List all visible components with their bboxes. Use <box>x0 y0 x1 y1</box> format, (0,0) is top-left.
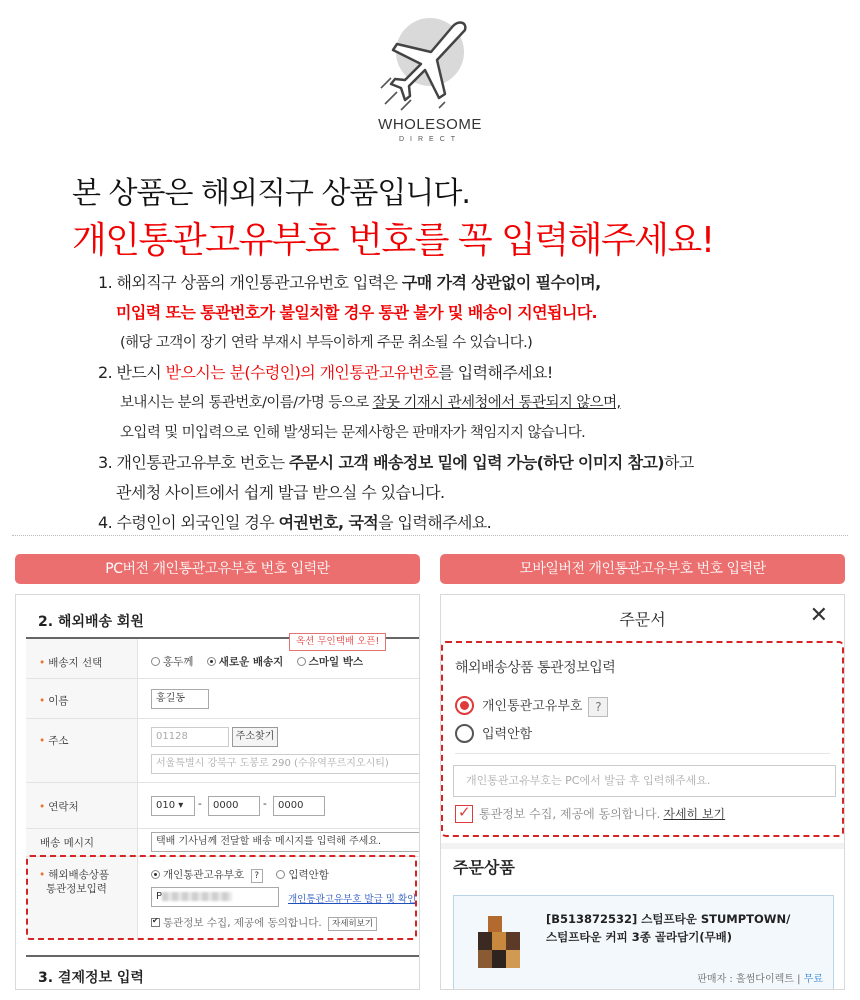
notice-emphasis: 구매 가격 상관없이 필수이며, <box>401 273 601 292</box>
dest-option-3[interactable]: 스마일 박스 <box>297 656 363 668</box>
customs-option-code[interactable]: 개인통관고유부호 <box>151 869 244 881</box>
mobile-order-form <box>440 594 845 990</box>
row-message <box>26 829 419 857</box>
notice-text: 1. 해외직구 상품의 개인통관고유번호 입력은 <box>98 273 402 292</box>
dest-option-1[interactable]: 홍두께 <box>151 656 193 668</box>
promo-tag: 옥션 무인택배 오픈! <box>289 633 386 651</box>
product-card[interactable] <box>453 895 834 990</box>
label-phone: • 연락처 <box>39 801 79 813</box>
radio-icon <box>297 657 306 666</box>
row-phone <box>26 783 419 829</box>
chevron-down-icon: ▾ <box>178 800 184 811</box>
section-separator <box>441 843 844 849</box>
checkbox-icon <box>455 805 473 823</box>
phone-dash: - <box>198 798 202 810</box>
brand-name: WHOLESOME <box>378 116 482 133</box>
customs-highlight-box <box>441 641 844 837</box>
headline-notice: 본 상품은 해외직구 상품입니다. <box>72 176 470 211</box>
notice-item-1 <box>98 268 798 298</box>
order-sheet-title: 주문서 <box>619 610 666 629</box>
order-items-title: 주문상품 <box>453 858 515 877</box>
section-title-payment: 3. 결제정보 입력 <box>38 970 144 986</box>
help-icon[interactable]: ? <box>251 869 264 883</box>
row-next-section <box>26 955 419 990</box>
notice-item-3 <box>98 448 798 478</box>
label-message: 배송 메시지 <box>40 837 95 849</box>
divider <box>455 753 830 754</box>
notice-item-1-note: (해당 고객이 장기 연락 부재시 부득이하게 주문 취소될 수 있습니다.) <box>120 335 533 351</box>
notice-emphasis: 여권번호, 국적 <box>278 513 379 532</box>
dest-option-2[interactable]: 새로운 배송지 <box>207 656 284 668</box>
notice-text: 를 입력해주세요! <box>438 363 553 382</box>
product-image <box>474 914 522 970</box>
radio-icon <box>455 696 474 715</box>
destination-options <box>151 654 363 669</box>
phone-last-input[interactable]: 0000 <box>273 796 325 816</box>
section-title-overseas-member: 2. 해외배송 회원 <box>38 614 144 630</box>
mobile-version-banner: 모바일버전 개인통관고유부호 번호 입력란 <box>440 554 845 584</box>
row-address <box>26 719 419 783</box>
customs-section-title: 해외배송상품 통관정보입력 <box>455 660 616 676</box>
radio-icon <box>151 657 160 666</box>
customs-code-input[interactable]: P <box>151 887 279 907</box>
notice-text: 3. 개인통관고유부호 번호는 <box>98 453 289 472</box>
phone-middle-input[interactable]: 0000 <box>208 796 260 816</box>
shipping-fee: 무료 <box>803 974 823 985</box>
phone-dash: - <box>263 798 267 810</box>
label-address: • 주소 <box>39 735 69 747</box>
help-icon[interactable]: ? <box>588 697 608 717</box>
section-divider <box>12 535 848 536</box>
customs-option-none[interactable]: 입력안함 <box>276 869 329 881</box>
phone-prefix-select[interactable]: 010 ▾ <box>151 796 195 816</box>
row-name <box>26 679 419 719</box>
product-name: [B513872532] 스텀프타운 STUMPTOWN/ 스텀프타운 커피 3종 골라담기(무배) <box>546 912 791 944</box>
notice-underline: 잘못 기재시 관세청에서 통관되지 않으며, <box>372 395 621 411</box>
pc-version-banner: PC버전 개인통관고유부호 번호 입력란 <box>15 554 420 584</box>
notice-text: 2. 반드시 <box>98 363 166 382</box>
label-destination: • 배송지 선택 <box>39 657 103 669</box>
notice-text: 하고 <box>664 453 694 472</box>
address-search-button[interactable]: 주소찾기 <box>232 727 278 747</box>
customs-code-input[interactable]: 개인통관고유부호는 PC에서 발급 후 입력해주세요. <box>453 765 836 797</box>
notice-item-2-note: 오입력 및 미입력으로 인해 발생되는 문제사항은 판매자가 책임지지 않습니다. <box>120 425 586 441</box>
detail-link[interactable]: 자세히 보기 <box>663 807 726 821</box>
notice-text: 4. 수령인이 외국인일 경우 <box>98 513 279 532</box>
row-destination <box>26 639 419 679</box>
notice-item-4 <box>98 508 798 538</box>
customs-agree[interactable]: ✓통관정보 수집, 제공에 동의합니다. 자세히 보기 <box>455 805 725 823</box>
notice-text: 을 입력해주세요. <box>378 513 492 532</box>
notice-item-3-detail: 관세청 사이트에서 쉽게 발급 받으실 수 있습니다. <box>116 483 445 502</box>
notice-emphasis: 주문시 고객 배송정보 밑에 입력 가능(하단 이미지 참고) <box>288 453 665 472</box>
headline-warning: 개인통관고유부호 번호를 꼭 입력해주세요! <box>72 220 714 261</box>
radio-icon <box>207 657 216 666</box>
label-column <box>26 719 138 782</box>
label-customs-2: 통관정보입력 <box>46 883 107 895</box>
customs-option-code[interactable]: 개인통관고유부호 ? <box>455 695 608 717</box>
brand-subtitle: DIRECT <box>398 136 462 143</box>
brand-logo <box>360 8 500 158</box>
name-input[interactable]: 홍길동 <box>151 689 209 709</box>
notice-item-1-warning: 미입력 또는 통관번호가 불일치할 경우 통관 불가 및 배송이 지연됩니다. <box>116 303 598 322</box>
customs-agree[interactable]: ✔통관정보 수집, 제공에 동의합니다. 자세히보기 <box>151 915 377 931</box>
label-name: • 이름 <box>39 695 69 707</box>
pc-order-form <box>15 594 420 990</box>
airplane-logo-icon <box>375 8 485 118</box>
customs-code-issue-link[interactable]: 개인통관고유부호 발급 및 확인 <box>288 894 417 905</box>
radio-icon <box>455 724 474 743</box>
seller-info: 판매자 : 홀썸다이렉트 | 무료 <box>697 974 823 985</box>
notice-item-2-detail <box>98 388 798 418</box>
customs-option-none[interactable]: 입력안함 <box>455 723 532 743</box>
detail-button[interactable]: 자세히보기 <box>328 917 377 931</box>
close-icon[interactable]: ✕ <box>809 603 828 628</box>
notice-list <box>98 268 798 538</box>
notice-text: 보내시는 분의 통관번호/이름/가명 등으로 <box>120 395 373 411</box>
customs-highlight-box <box>26 855 417 940</box>
notice-item-2 <box>98 358 798 388</box>
label-customs: • 해외배송상품 <box>39 869 110 881</box>
zipcode-input[interactable]: 01128 <box>151 727 229 747</box>
notice-emphasis: 받으시는 분(수령인)의 개인통관고유번호 <box>165 363 439 382</box>
address-input[interactable]: 서울특별시 강북구 도봉로 290 (수유역푸르지오시티) <box>151 754 420 774</box>
delivery-message-input[interactable]: 택배 기사님께 전달할 배송 메시지를 입력해 주세요. <box>151 832 420 852</box>
